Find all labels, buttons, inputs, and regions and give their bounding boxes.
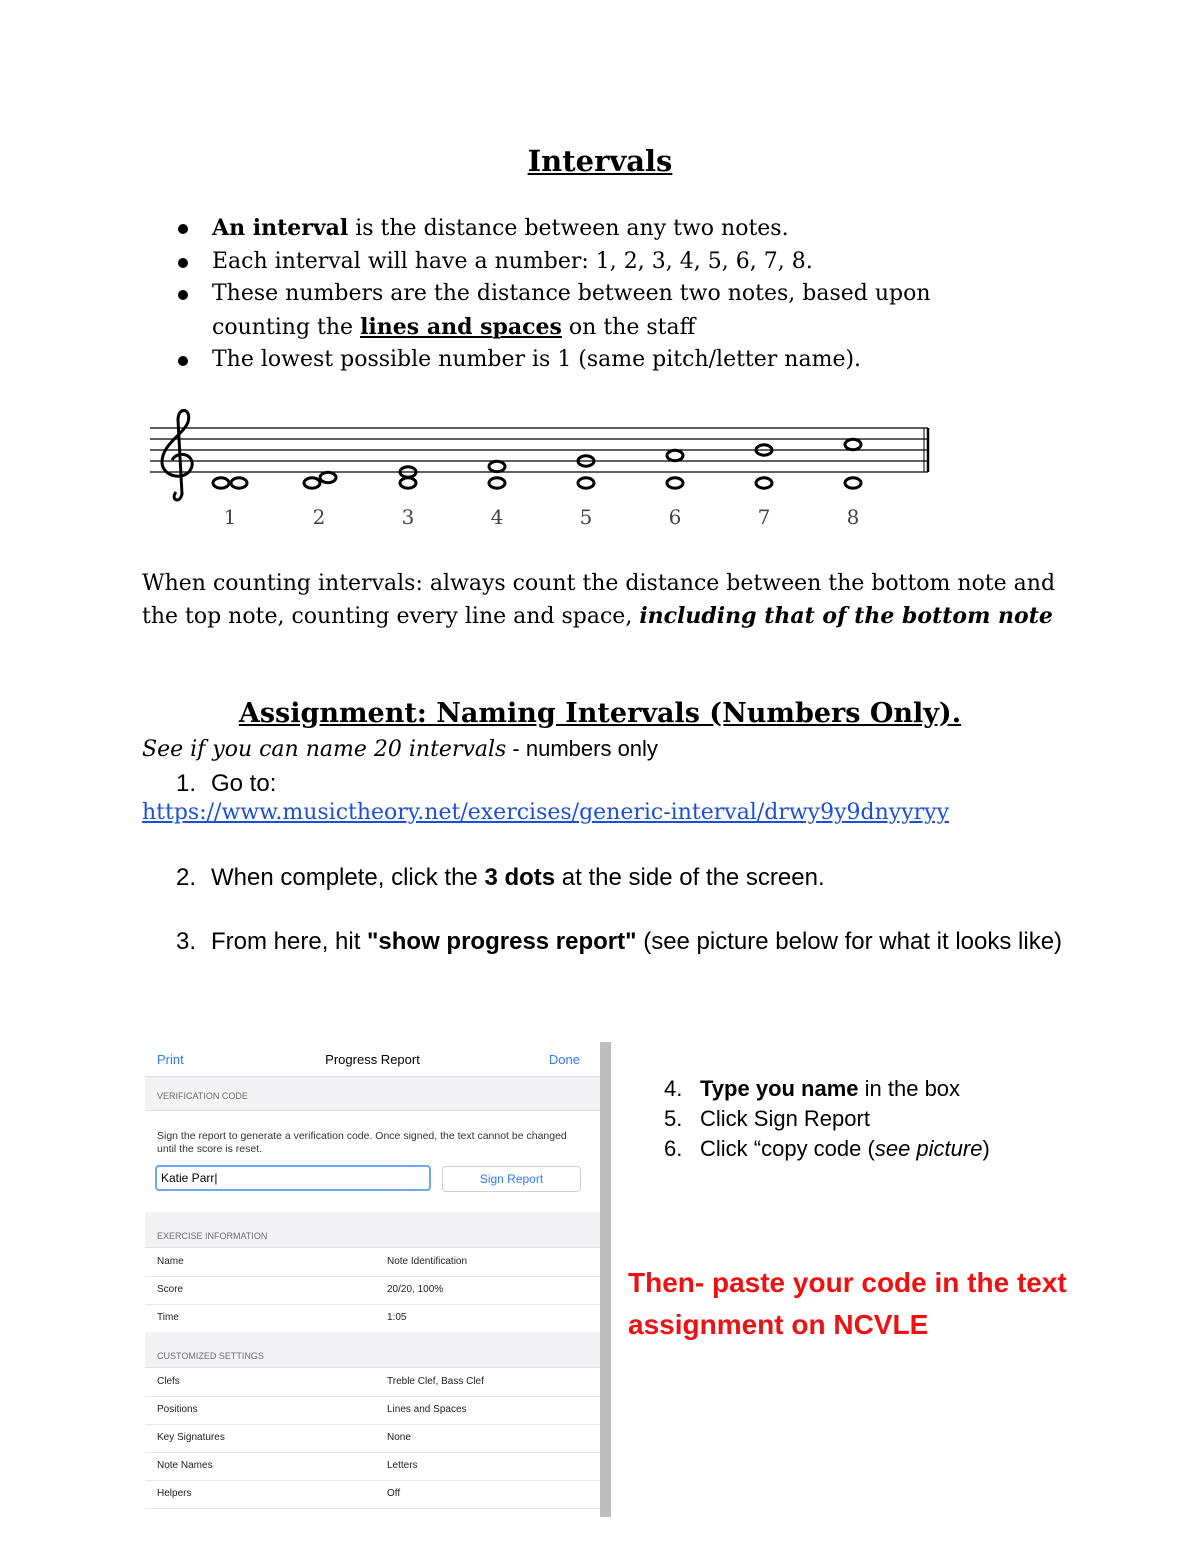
step-6 [664, 1134, 990, 1164]
step-text-part: at the side of the screen. [555, 864, 825, 891]
interval-label: 2 [312, 505, 326, 529]
interval-label: 5 [579, 505, 593, 529]
step-number: 3. [176, 928, 197, 955]
row-value: Letters [387, 1460, 418, 1471]
whole-note [320, 472, 336, 482]
interval-label: 4 [490, 505, 504, 529]
step-text-part: From here, hit [211, 928, 368, 955]
whole-note [845, 478, 861, 488]
report-row [145, 1424, 600, 1453]
counting-note-emphasis: including that of the bottom note [639, 603, 1053, 629]
assignment-subtitle [142, 736, 658, 762]
step-text: Go to: [211, 770, 277, 797]
whole-note [400, 478, 416, 488]
bullet-item [178, 344, 1078, 377]
interval-label: 3 [401, 505, 415, 529]
step-text [211, 862, 1071, 893]
row-key: Key Signatures [157, 1432, 225, 1443]
step-4 [664, 1074, 990, 1104]
row-value: 1:05 [387, 1312, 407, 1323]
bullet-item [178, 246, 1078, 279]
name-input[interactable] [155, 1165, 431, 1191]
whole-note [489, 478, 505, 488]
treble-clef-icon [162, 410, 192, 499]
row-key: Helpers [157, 1488, 192, 1499]
bullet-text: These numbers are the distance between two notes, based upon [212, 281, 931, 306]
report-row [145, 1368, 600, 1397]
interval-notes [213, 439, 861, 488]
step-number: 2. [176, 864, 197, 891]
report-row [145, 1480, 600, 1509]
step-text-part: (see picture below for what it looks like) [636, 928, 1063, 955]
interval-label: 7 [757, 505, 771, 529]
report-row [145, 1396, 600, 1425]
whole-note [667, 478, 683, 488]
report-row [145, 1248, 600, 1277]
bullet-emphasis: lines and spaces [360, 313, 562, 340]
row-key: Clefs [157, 1376, 180, 1387]
row-value: Off [387, 1488, 401, 1499]
verification-section-header: VERIFICATION CODE [145, 1077, 600, 1111]
report-row [145, 1304, 600, 1333]
step-text-part: ) [982, 1136, 990, 1161]
report-header [145, 1042, 600, 1077]
progress-report-screenshot [145, 1042, 600, 1517]
bullet-item [178, 212, 1078, 246]
row-key: Name [157, 1256, 184, 1267]
assignment-subtitle-rest: - numbers only [506, 736, 658, 761]
staff-lines [150, 428, 928, 472]
step-text-part: When complete, click the [211, 864, 485, 891]
step-number: 5. [664, 1106, 683, 1131]
done-button[interactable]: Done [548, 1052, 580, 1067]
report-scroll-edge [600, 1042, 611, 1517]
row-key: Score [157, 1284, 184, 1295]
print-button[interactable]: Print [157, 1052, 184, 1067]
step-5 [664, 1104, 990, 1134]
row-value: Treble Clef, Bass Clef [387, 1376, 484, 1387]
interval-staff-figure [148, 400, 938, 535]
settings-section-header: CUSTOMIZED SETTINGS [145, 1332, 600, 1368]
paste-code-callout: Then- paste your code in the text assignment on NCVLE [628, 1267, 1067, 1340]
bullet-bold: An interval [212, 215, 349, 241]
sign-report-button[interactable]: Sign Report [442, 1166, 581, 1192]
report-row [145, 1276, 600, 1305]
report-title: Progress Report [325, 1052, 420, 1067]
step-text-italic: see picture [874, 1136, 983, 1161]
row-key: Positions [157, 1404, 198, 1415]
whole-note [304, 478, 320, 488]
whole-note [213, 478, 229, 488]
step-text-part: Click “copy code ( [700, 1136, 875, 1161]
definition-list [178, 212, 1078, 377]
counting-note [142, 568, 1062, 633]
row-value: 20/20, 100% [387, 1284, 444, 1295]
bullet-item [178, 278, 1078, 344]
step-text-bold: "show progress report" [367, 928, 637, 955]
bullet-text: counting the [212, 314, 361, 340]
whole-note [845, 439, 861, 449]
bullet-text: on the staff [561, 314, 696, 340]
exercise-link[interactable]: https://www.musictheory.net/exercises/generic-interval/drwy9y9dnyyryy [142, 800, 950, 825]
interval-labels [224, 505, 860, 529]
step-number: 4. [664, 1076, 683, 1101]
step-number: 6. [664, 1136, 683, 1161]
interval-label: 8 [846, 505, 860, 529]
whole-note [667, 450, 683, 460]
report-row [145, 1452, 600, 1481]
counting-note-text: When counting intervals: always count the distance between the bottom note and the top note, counting every line and space, [142, 571, 1056, 629]
row-value: Note Identification [387, 1256, 468, 1267]
row-key: Time [157, 1312, 179, 1323]
exercise-section-header: EXERCISE INFORMATION [145, 1212, 600, 1248]
step-text-bold: 3 dots [484, 864, 556, 891]
interval-label: 6 [668, 505, 682, 529]
step-text-part: in the box [858, 1076, 961, 1101]
row-key: Note Names [157, 1460, 213, 1471]
whole-note [231, 478, 247, 488]
interval-label: 1 [223, 505, 237, 529]
signing-steps [664, 1074, 990, 1164]
page-title: Intervals [527, 144, 673, 178]
verification-description: Sign the report to generate a verification code. Once signed, the text cannot be changed until the score is reset. [157, 1130, 567, 1155]
bullet-text: The lowest possible number is 1 (same pitch/letter name). [212, 347, 862, 372]
row-value: Lines and Spaces [387, 1404, 467, 1415]
bullet-text: Each interval will have a number: 1, 2, 3, 4, 5, 6, 7, 8. [212, 248, 813, 274]
step-number: 1. [176, 770, 197, 797]
step-text [211, 926, 1071, 957]
step-text-part: Click Sign Report [700, 1106, 870, 1131]
row-value: None [387, 1432, 411, 1443]
whole-note [578, 478, 594, 488]
whole-note [756, 478, 772, 488]
step-text-bold: Type you name [700, 1076, 859, 1101]
bullet-text: is the distance between any two notes. [348, 216, 789, 241]
assignment-title: Assignment: Naming Intervals (Numbers Only). [238, 698, 962, 729]
assignment-subtitle-italic: See if you can name 20 intervals [142, 737, 507, 762]
whole-note [489, 461, 505, 471]
